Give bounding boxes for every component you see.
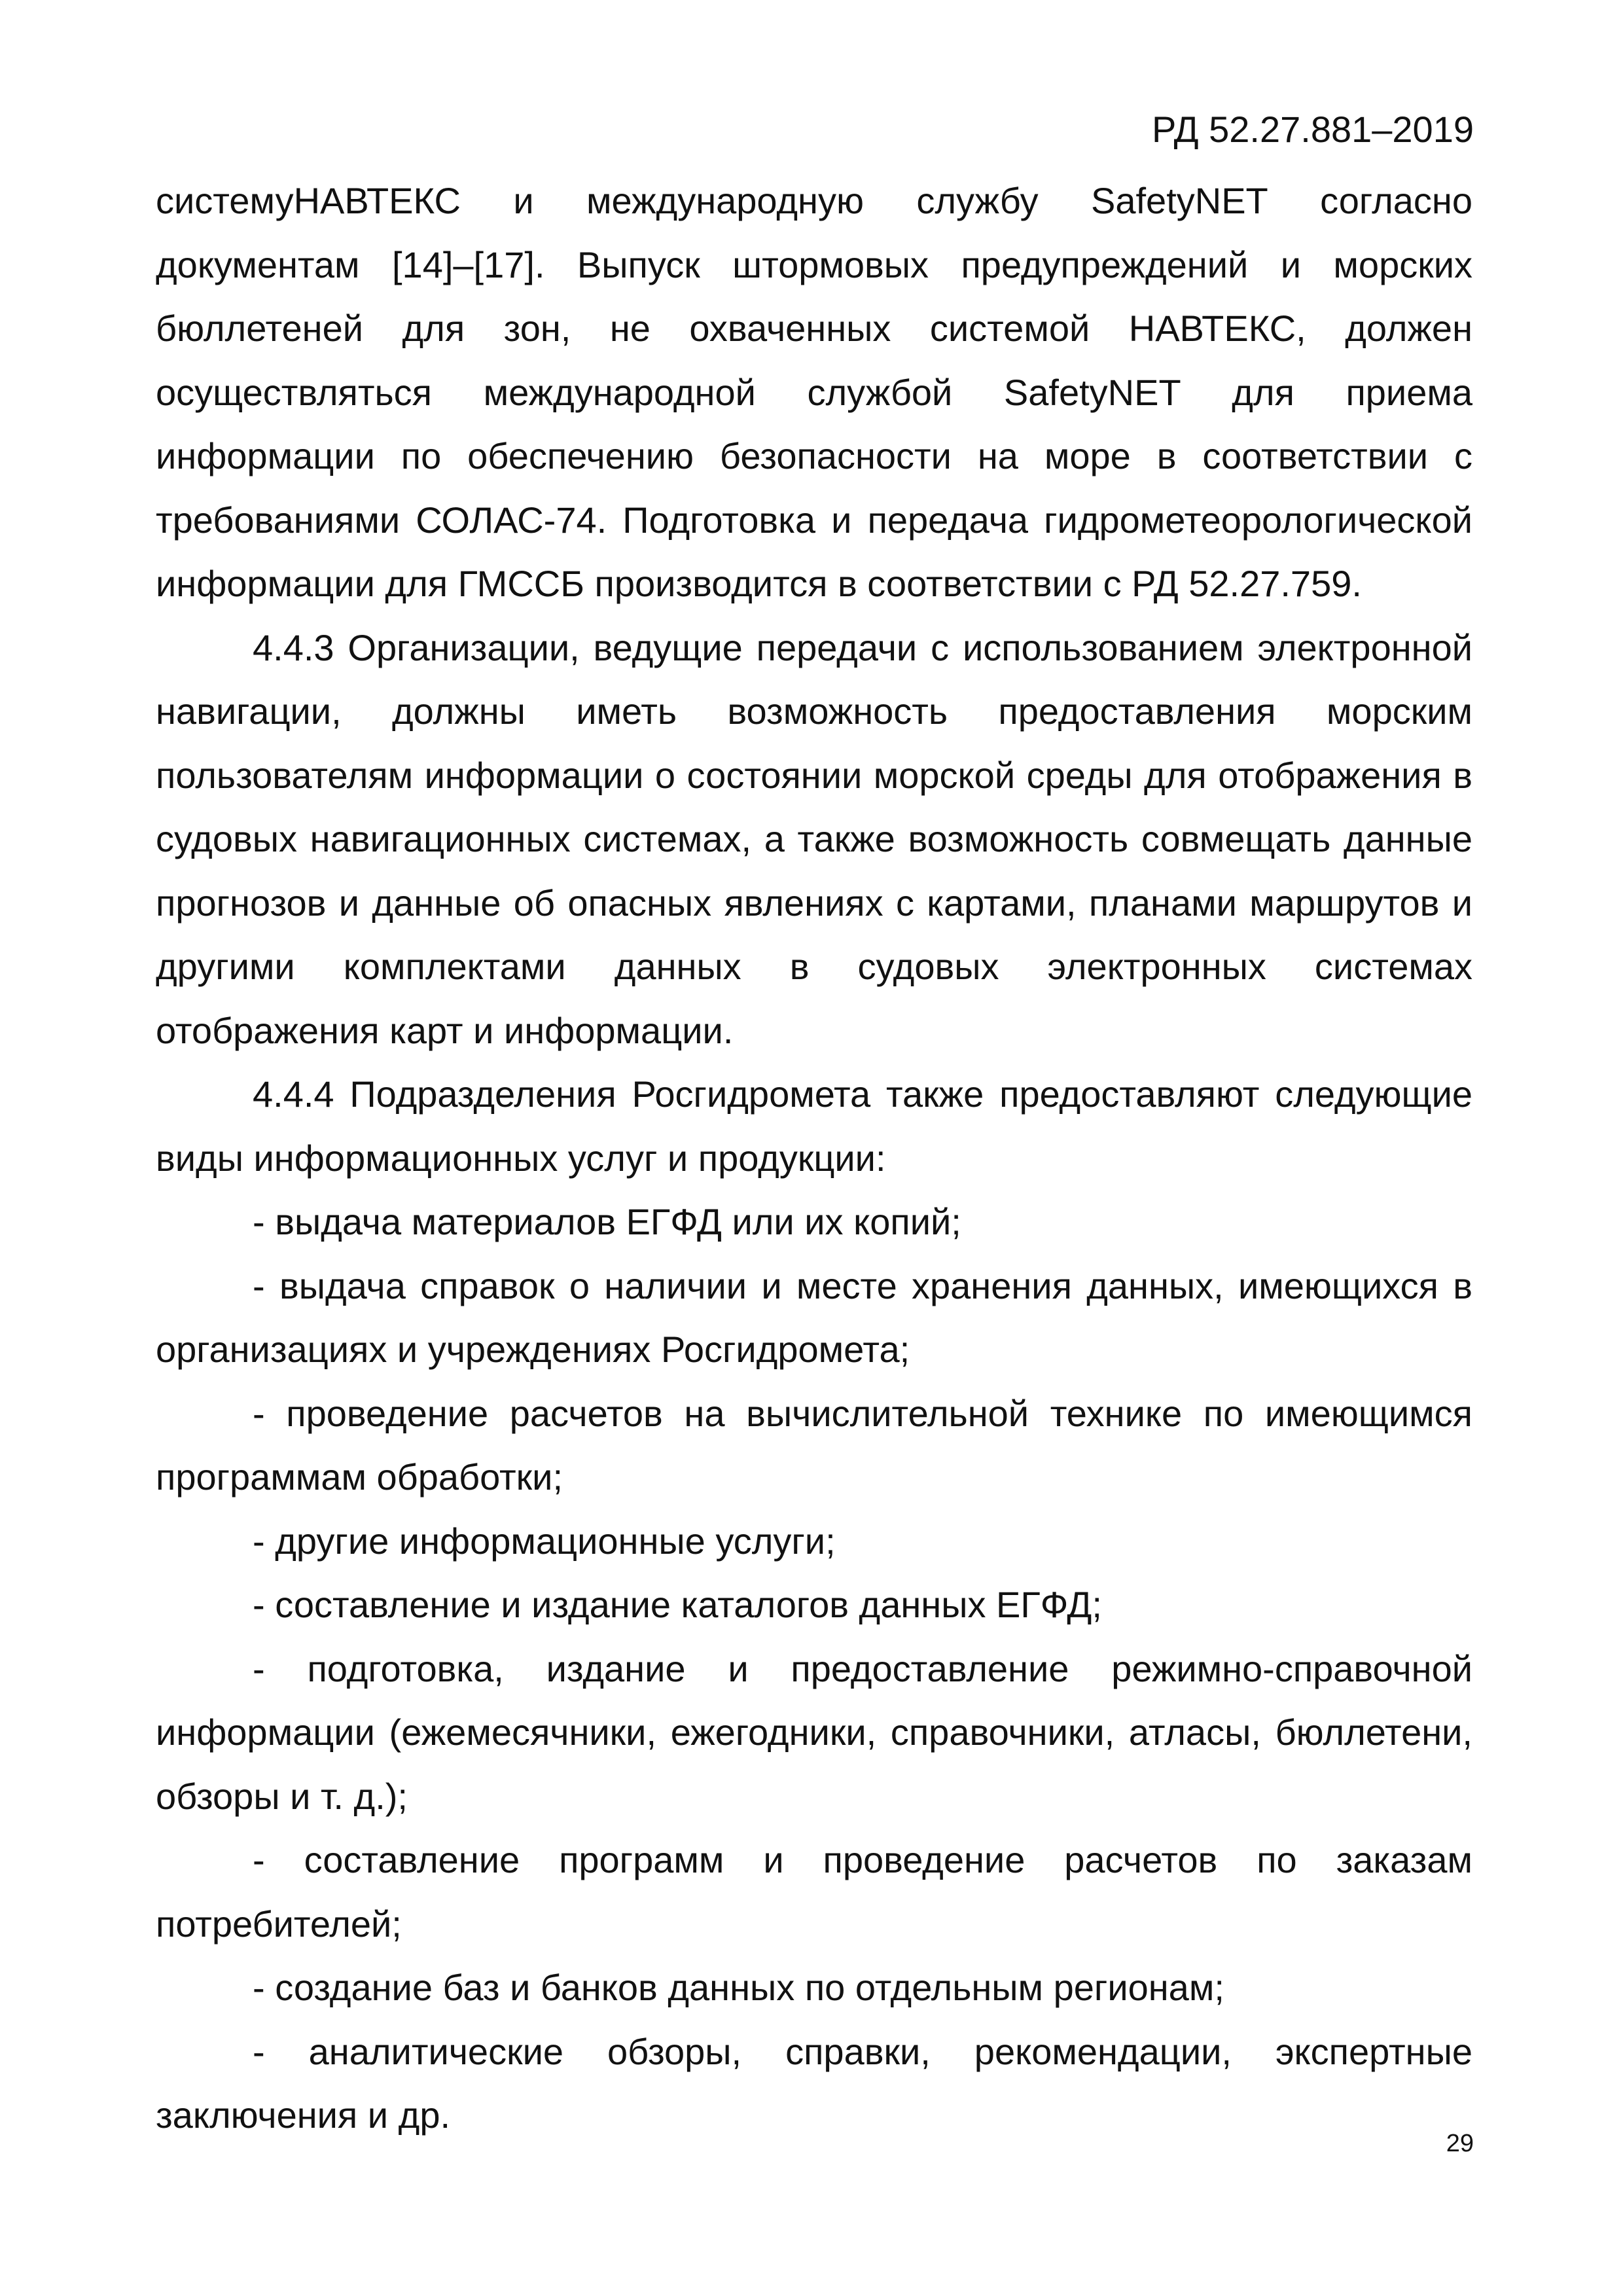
list-item: - составление программ и проведение расчетов по заказам потребителей; (156, 1839, 1472, 1945)
list-item: - выдача справок о наличии и месте хранения данных, имеющихся в организациях и учреждениях Росгидромета; (156, 1265, 1472, 1370)
document-code-header: РД 52.27.881–2019 (1152, 109, 1474, 150)
paragraph-continuation: системуНАВТЕКС и международную службу SafetyNET согласно документам [14]–[17]. Выпуск штормовых предупреждений и морских бюллетеней для зон, не охваченных системой НАВТЕКС, должен осуществляться международной службой SafetyNET для приема информации по обеспечению безопасности на море в соответствии с требованиями СОЛАС-74. Подготовка и передача гидрометеорологической информации для ГМССБ производится в соответствии с РД 52.27.759. (156, 180, 1472, 604)
paragraph-4-4-4: 4.4.4 Подразделения Росгидромета также предоставляют следующие виды информационных услуг и продукции: (156, 1073, 1472, 1179)
paragraph-4-4-3: 4.4.3 Организации, ведущие передачи с использованием электронной навигации, должны иметь возможность предоставления морским пользователям информации о состоянии морской среды для отображения в судовых навигационных системах, а также возможность совмещать данные прогнозов и данные об опасных явлениях с картами, планами маршрутов и другими комплектами данных в судовых электронных системах отображения карт и информации. (156, 626, 1472, 1051)
list-item: - подготовка, издание и предоставление режимно-справочной информации (ежемесячники, ежегодники, справочники, атласы, бюллетени, обзоры и т. д.); (156, 1647, 1472, 1817)
document-body (156, 169, 1472, 2147)
page-number: 29 (1446, 2130, 1474, 2157)
list-item: - аналитические обзоры, справки, рекомендации, экспертные заключения и др. (156, 2030, 1472, 2136)
list-item: - составление и издание каталогов данных ЕГФД; (253, 1584, 1102, 1625)
list-item: - выдача материалов ЕГФД или их копий; (253, 1201, 961, 1242)
list-item: - другие информационные услуги; (253, 1520, 836, 1562)
list-item: - создание баз и банков данных по отдельным регионам; (253, 1967, 1224, 2008)
list-item: - проведение расчетов на вычислительной технике по имеющимся программам обработки; (156, 1392, 1472, 1498)
